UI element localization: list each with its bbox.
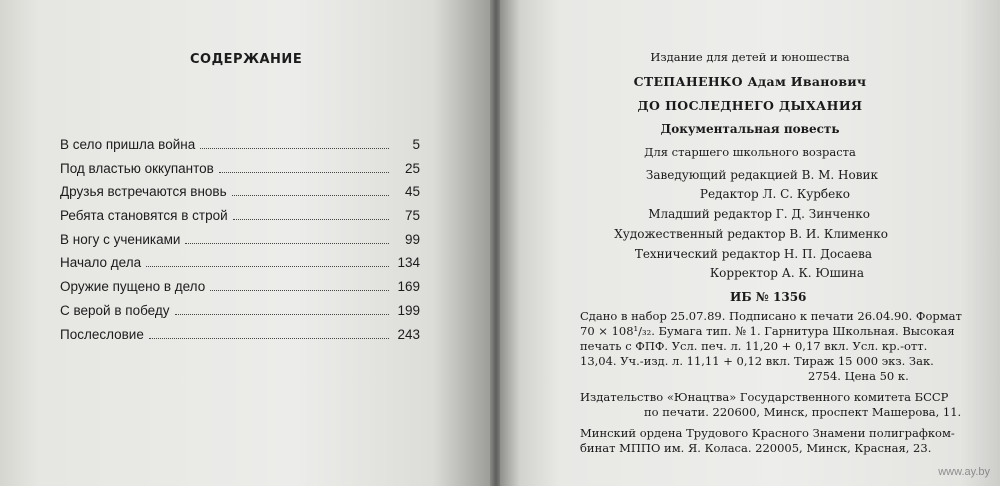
toc-entry	[60, 232, 420, 256]
credit-line: Младший редактор Г. Д. Зинченко	[648, 207, 870, 221]
toc-entry-page: 99	[404, 231, 420, 247]
toc-entry	[60, 279, 420, 303]
author-name: СТЕПАНЕНКО Адам Иванович	[633, 74, 867, 89]
dot-leader	[185, 243, 389, 244]
publisher-line: по печати. 220600, Минск, проспект Машерова, 11.	[644, 405, 962, 419]
credit-line: Заведующий редакцией В. М. Новик	[645, 168, 878, 182]
dot-leader	[200, 148, 389, 149]
left-page	[0, 0, 492, 486]
toc-entry-page: 199	[397, 302, 420, 318]
credit-line: Редактор Л. С. Курбеко	[699, 187, 850, 201]
toc-entry	[60, 327, 420, 351]
dot-leader	[219, 172, 389, 173]
toc-entry	[60, 184, 420, 208]
toc-entry-label: Друзья встречаются вновь	[60, 184, 227, 200]
toc-entry-page: 45	[404, 184, 420, 200]
toc-entry	[60, 255, 420, 279]
toc-entry-label: Ребята становятся в строй	[60, 208, 228, 224]
dot-leader	[146, 266, 389, 267]
toc-entry	[60, 303, 420, 327]
tech-line: Сдано в набор 25.07.89. Подписано к печати 26.04.90. Формат	[580, 309, 962, 323]
toc-entry	[60, 208, 420, 232]
toc-entry-label: В ногу с учениками	[60, 231, 181, 247]
toc-entry-label: С верой в победу	[60, 302, 170, 318]
tech-line: 70 × 108¹/₃₂. Бумага тип. № 1. Гарнитура Школьная. Высокая	[580, 324, 955, 338]
book-title: ДО ПОСЛЕДНЕГО ДЫХАНИЯ	[637, 98, 863, 113]
contents-title: СОДЕРЖАНИЕ	[190, 52, 303, 67]
toc-entry-label: Послесловие	[60, 326, 144, 342]
tech-line: печать с ФПФ. Усл. печ. л. 11,20 + 0,17 вкл. Усл. кр.-отт.	[580, 339, 928, 353]
toc-entry-label: Под властью оккупантов	[60, 160, 214, 176]
dot-leader	[149, 338, 389, 339]
dot-leader	[210, 290, 389, 291]
credit-line: Корректор А. К. Юшина	[709, 266, 864, 280]
toc-entry-page: 5	[412, 137, 420, 152]
edition-note: Издание для детей и юношества	[650, 50, 850, 64]
toc-entry-label: Начало дела	[60, 255, 142, 271]
toc-entry-label: В село пришла война	[60, 137, 196, 152]
ib-number: ИБ № 1356	[730, 290, 807, 304]
tech-line: 2754. Цена 50 к.	[808, 369, 909, 383]
toc-entry-page: 169	[397, 279, 420, 295]
toc-entry-page: 25	[404, 160, 420, 176]
toc-entry	[60, 137, 420, 161]
dot-leader	[232, 195, 389, 196]
table-of-contents	[60, 137, 420, 350]
toc-entry	[60, 161, 420, 185]
toc-entry-page: 134	[397, 255, 420, 271]
toc-entry-label: Оружие пущено в дело	[60, 279, 206, 295]
credit-line: Технический редактор Н. П. Досаева	[634, 247, 872, 261]
toc-entry-page: 75	[404, 208, 420, 224]
dot-leader	[175, 314, 390, 315]
publisher-line: Издательство «Юнацтва» Государственного комитета БССР	[580, 390, 949, 404]
credit-line: Художественный редактор В. И. Клименко	[614, 227, 888, 241]
toc-entry-page: 243	[397, 326, 420, 342]
printer-line: Минский ордена Трудового Красного Знамени полиграфком-	[580, 426, 955, 440]
book-subtitle: Документальная повесть	[660, 122, 840, 136]
printer-line: бинат МППО им. Я. Коласа. 220005, Минск, Красная, 23.	[580, 441, 932, 455]
tech-line: 13,04. Уч.-изд. л. 11,11 + 0,12 вкл. Тираж 15 000 экз. Зак.	[580, 354, 934, 368]
dot-leader	[233, 219, 389, 220]
site-watermark: www.ay.by	[938, 466, 990, 478]
audience-note: Для старшего школьного возраста	[644, 145, 856, 159]
